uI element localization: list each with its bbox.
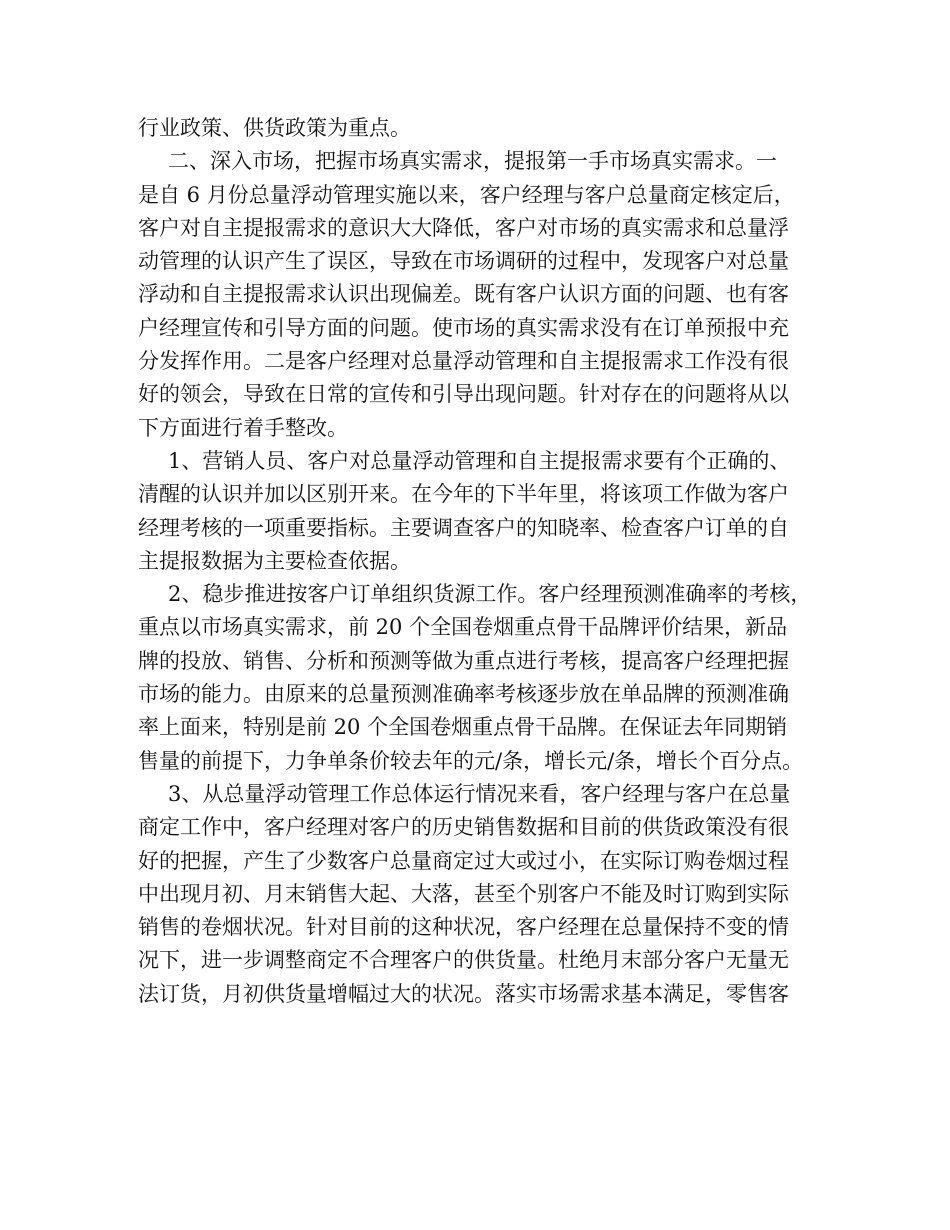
text-line: 法订货，月初供货量增幅过大的状况。落实市场需求基本满足，零售客 [138, 981, 789, 1006]
text-line: 销售的卷烟状况。针对目前的这种状况，客户经理在总量保持不变的情 [138, 915, 789, 940]
text-line: 重点以市场真实需求，前 20 个全国卷烟重点骨干品牌评价结果，新品 [138, 615, 788, 640]
text-line: 售量的前提下，力争单条价较去年的元/条，增长元/条，增长个百分点。 [138, 748, 804, 773]
text-line: 牌的投放、销售、分析和预测等做为重点进行考核，提高客户经理把握 [138, 648, 789, 673]
text-line: 经理考核的一项重要指标。主要调查客户的知晓率、检查客户订单的自 [138, 515, 789, 540]
text-line: 清醒的认识并加以区别开来。在今年的下半年里，将该项工作做为客户 [138, 482, 789, 507]
paragraph-start-line: 1、营销人员、客户对总量浮动管理和自主提报需求要有个正确的、 [168, 448, 791, 473]
text-line: 动管理的认识产生了误区，导致在市场调研的过程中，发现客户对总量 [138, 249, 789, 274]
text-line: 率上面来，特别是前 20 个全国卷烟重点骨干品牌。在保证去年同期销 [138, 715, 788, 740]
text-line: 好的领会，导致在日常的宣传和引导出现问题。针对存在的问题将从以 [138, 382, 789, 407]
text-line: 中出现月初、月末销售大起、大落，甚至个别客户不能及时订购到实际 [138, 881, 789, 906]
text-line: 分发挥作用。二是客户经理对总量浮动管理和自主提报需求工作没有很 [138, 349, 789, 374]
text-line: 户经理宣传和引导方面的问题。使市场的真实需求没有在订单预报中充 [138, 315, 789, 340]
paragraph-start-line: 二、深入市场，把握市场真实需求，提报第一手市场真实需求。一 [168, 149, 777, 174]
text-line: 客户对自主提报需求的意识大大降低，客户对市场的真实需求和总量浮 [138, 215, 789, 240]
paragraph-start-line: 2、稳步推进按客户订单组织货源工作。客户经理预测准确率的考核， [168, 582, 812, 607]
paragraph-start-line: 3、从总量浮动管理工作总体运行情况来看，客户经理与客户在总量 [168, 781, 791, 806]
text-line: 况下，进一步调整商定不合理客户的供货量。杜绝月末部分客户无量无 [138, 948, 789, 973]
document-body [138, 112, 828, 1011]
text-line: 浮动和自主提报需求认识出现偏差。既有客户认识方面的问题、也有客 [138, 282, 789, 307]
text-line: 市场的能力。由原来的总量预测准确率考核逐步放在单品牌的预测准确 [138, 682, 789, 707]
text-line: 下方面进行着手整改。 [138, 415, 348, 440]
text-line: 商定工作中，客户经理对客户的历史销售数据和目前的供货政策没有很 [138, 815, 789, 840]
text-line: 是自 6 月份总量浮动管理实施以来，客户经理与客户总量商定核定后， [138, 182, 795, 207]
text-line: 好的把握，产生了少数客户总量商定过大或过小，在实际订购卷烟过程 [138, 848, 789, 873]
text-line: 主提报数据为主要检查依据。 [138, 548, 411, 573]
text-line: 行业政策、供货政策为重点。 [138, 116, 411, 140]
